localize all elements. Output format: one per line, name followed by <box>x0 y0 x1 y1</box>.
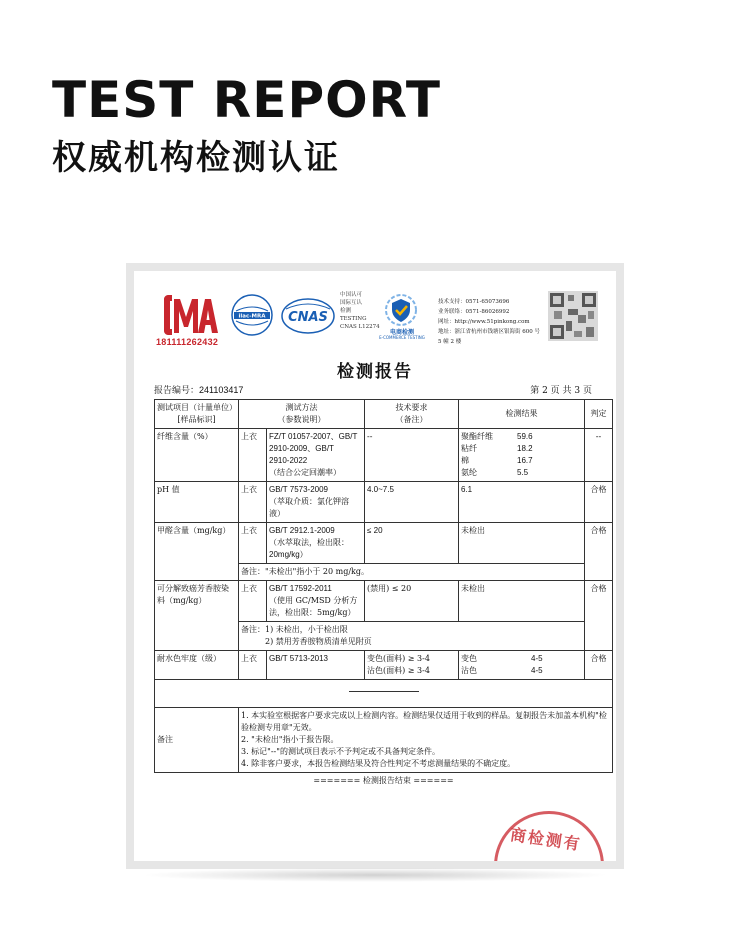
result-name: 变色 <box>461 654 477 663</box>
cnas-description <box>340 291 382 331</box>
row-requirement: 4.0~7.5 <box>365 482 459 523</box>
result-name: 聚酯纤维 <box>461 432 493 441</box>
row-sample: 上衣 <box>239 429 267 482</box>
requirement-line: 沾色(面料) ≥ 3-4 <box>367 666 430 675</box>
stamp-text: 商检测有 <box>508 825 583 854</box>
row-sample: 上衣 <box>239 482 267 523</box>
report-paper <box>134 271 616 861</box>
remark-line: 1. 本实验室根据客户要求完成以上检测内容。检测结果仅适用于收到的样品。复制报告未加盖本机构"检验检测专用章"无效。 <box>241 711 607 732</box>
table-row <box>155 581 613 622</box>
row-judgement: 合格 <box>585 482 613 523</box>
cma-number: 181111262432 <box>156 337 219 347</box>
header-method-sub: （参数说明） <box>277 415 326 424</box>
remark-line: 3. 标记"--"的测试项目表示不予判定或不具备判定条件。 <box>241 747 440 756</box>
row-result <box>459 429 585 482</box>
header-result: 检测结果 <box>459 400 585 429</box>
report-number-label: 报告编号： <box>154 386 200 396</box>
report-frame <box>126 263 624 869</box>
row-result: 未检出 <box>459 581 585 622</box>
header-method-label: 测试方法 <box>285 403 318 412</box>
result-value: 5.5 <box>517 468 529 477</box>
row-result <box>459 651 585 680</box>
cnas-line: 中国认可 <box>340 292 363 298</box>
row-method <box>267 581 365 622</box>
row-judgement: 合格 <box>585 523 613 581</box>
page-heading <box>52 72 441 178</box>
row-judgement: -- <box>585 429 613 482</box>
table-row <box>155 651 613 680</box>
method-line: （萃取介质：氯化钾溶 <box>269 497 349 506</box>
report-end: ======= 检测报告结束 ====== <box>313 776 454 785</box>
row-requirement: (禁用) ≤ 20 <box>365 581 459 622</box>
method-line: （使用 GC/MSD 分析方 <box>269 596 358 605</box>
header-judgement: 判定 <box>585 400 613 429</box>
row-note: 备注："未检出"指小于 20 mg/kg。 <box>239 564 585 581</box>
method-line: 20mg/kg） <box>269 550 308 559</box>
requirement-line: 变色(面料) ≥ 3-4 <box>367 654 430 663</box>
svg-text:ilac-MRA: ilac-MRA <box>238 313 266 320</box>
report-number <box>154 383 243 396</box>
result-name: 沾色 <box>461 666 477 675</box>
cma-logo-icon <box>160 293 218 337</box>
row-note <box>239 622 585 651</box>
report-number-value: 241103417 <box>199 385 244 395</box>
row-requirement: -- <box>365 429 459 482</box>
header-item-sub: [样品标识] <box>177 415 216 424</box>
cnas-logo-icon <box>280 297 336 335</box>
header-item <box>155 400 239 429</box>
cnas-line: CNAS L12274 <box>340 324 380 330</box>
row-requirement <box>365 651 459 680</box>
result-name: 氨纶 <box>461 468 477 477</box>
svg-text:CNAS: CNAS <box>288 310 328 325</box>
table-row <box>155 523 613 564</box>
dash-divider <box>349 691 419 692</box>
remark-line: 2. "未检出"指小于报告限。 <box>241 735 339 744</box>
result-value: 16.7 <box>517 456 533 465</box>
blank-cell <box>155 680 613 708</box>
header-requirement <box>365 400 459 429</box>
result-line <box>461 431 582 443</box>
method-line: （结合公定回潮率） <box>269 468 341 477</box>
shield-check-icon <box>384 293 418 327</box>
header-requirement-sub: （备注） <box>395 415 428 424</box>
cnas-line: TESTING <box>340 316 367 322</box>
row-item: 甲醛含量（mg/kg） <box>155 523 239 581</box>
method-line: GB/T 7573-2009 <box>269 485 329 494</box>
remarks-content <box>239 708 613 773</box>
result-name: 棉 <box>461 456 469 465</box>
remarks-label: 备注 <box>155 708 239 773</box>
report-title: 检测报告 <box>337 362 413 382</box>
contact-line: 地址：浙江省杭州市钱塘区银海街 600 号 <box>438 329 540 335</box>
table-header-row <box>155 400 613 429</box>
row-method <box>267 482 365 523</box>
page-indicator: 第 2 页 共 3 页 <box>530 386 592 396</box>
header-requirement-label: 技术要求 <box>395 403 428 412</box>
row-method <box>267 523 365 564</box>
note-line: 备注：1) 未检出，小于检出限 <box>241 625 348 634</box>
test-results-table <box>154 399 613 789</box>
remark-line: 4. 除非客户要求，本报告检测结果及符合性判定不考虑测量结果的不确定度。 <box>241 759 516 768</box>
method-line: FZ/T 01057-2007、GB/T <box>269 432 358 441</box>
result-line <box>461 455 582 467</box>
frame-shadow <box>140 868 610 882</box>
method-line: 2910-2022 <box>269 456 308 465</box>
row-item: 可分解致癌芳香胺染料（mg/kg） <box>155 581 239 651</box>
row-sample: 上衣 <box>239 651 267 680</box>
table-row <box>155 429 613 482</box>
result-value: 18.2 <box>517 444 533 453</box>
contact-info <box>438 297 540 347</box>
note-line: 2) 禁用芳香胺物质清单见附页 <box>265 637 372 646</box>
result-value: 4-5 <box>531 654 543 663</box>
end-row <box>155 773 613 790</box>
row-item: 纤维含量（%） <box>155 429 239 482</box>
result-value: 4-5 <box>531 666 543 675</box>
method-line: GB/T 17592-2011 <box>269 584 332 593</box>
row-method <box>267 429 365 482</box>
method-line: 液） <box>269 509 285 518</box>
qr-code-icon <box>548 291 598 341</box>
result-line <box>461 653 582 665</box>
heading-chinese: 权威机构检测认证 <box>52 138 340 178</box>
contact-line: 业务联络：0571-86026992 <box>438 309 510 315</box>
row-requirement: ≤ 20 <box>365 523 459 564</box>
cnas-line: 国际互认 <box>340 300 363 306</box>
result-line <box>461 467 582 479</box>
shield-subtitle: E-COMMERCE TESTING <box>379 335 425 340</box>
method-line: 法，检出限：5mg/kg） <box>269 608 356 617</box>
heading-english: TEST REPORT <box>52 71 441 129</box>
remarks-row <box>155 708 613 773</box>
contact-line: 5 幢 2 楼 <box>438 339 462 345</box>
contact-line: 网址：http://www.51pinkong.com <box>438 319 530 325</box>
method-line: GB/T 2912.1-2009 <box>269 526 335 535</box>
table-blank-row <box>155 680 613 708</box>
row-item: 耐水色牢度（级） <box>155 651 239 680</box>
method-line: （水萃取法，检出限： <box>269 538 349 547</box>
header-method <box>239 400 365 429</box>
row-item: pH 值 <box>155 482 239 523</box>
shield-label: 电商检测 <box>389 329 414 336</box>
result-line <box>461 443 582 455</box>
result-line <box>461 665 582 677</box>
contact-line: 技术支持：0571-65073696 <box>438 299 510 305</box>
cnas-line: 检测 <box>340 308 352 314</box>
method-line: 2910-2009、GB/T <box>269 444 334 453</box>
result-name: 粘纤 <box>461 444 477 453</box>
row-method: GB/T 5713-2013 <box>267 651 365 680</box>
row-result: 6.1 <box>459 482 585 523</box>
header-item-label: 测试项目（计量单位） <box>157 403 237 412</box>
row-result: 未检出 <box>459 523 585 564</box>
row-sample: 上衣 <box>239 581 267 622</box>
table-row <box>155 482 613 523</box>
result-value: 59.6 <box>517 432 533 441</box>
ilac-mra-logo-icon <box>230 293 274 337</box>
row-judgement: 合格 <box>585 651 613 680</box>
row-sample: 上衣 <box>239 523 267 564</box>
row-judgement: 合格 <box>585 581 613 651</box>
